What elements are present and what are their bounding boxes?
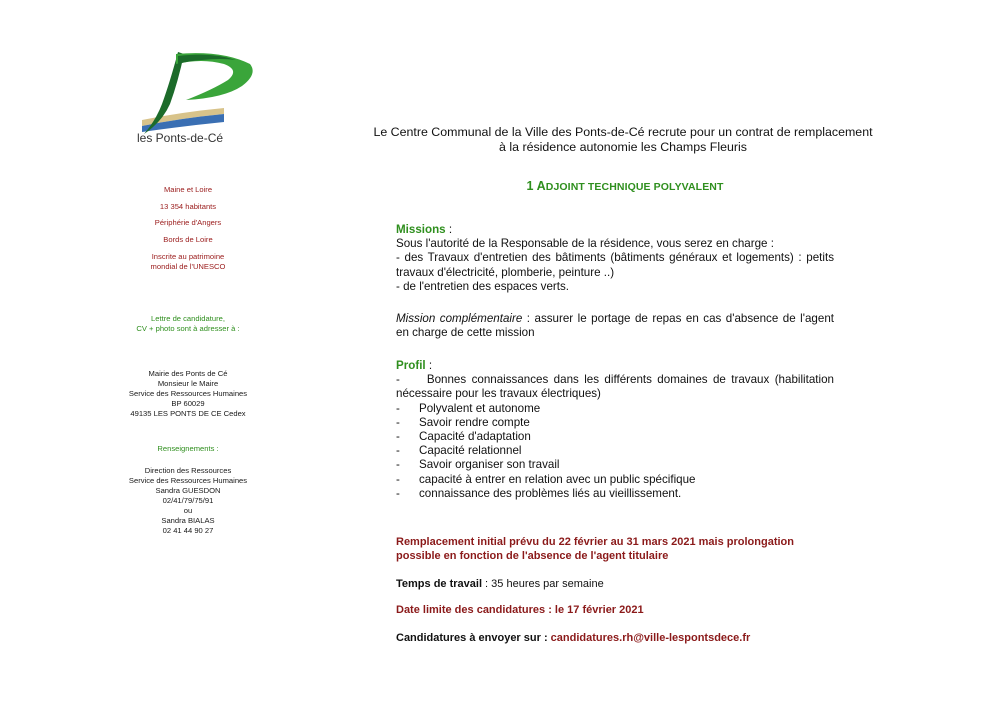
missions-intro: Sous l'autorité de la Responsable de la résidence, vous serez en charge : — [396, 237, 774, 251]
address-line: Monsieur le Maire — [157, 379, 219, 388]
profile-first-item: - Bonnes connaissances dans les différents domaines de travaux (habilitation nécessaire pour les travaux électriques) — [396, 373, 834, 401]
application-note-line: CV + photo sont à adresser à : — [136, 324, 240, 333]
profile-item-text: Savoir rendre compte — [419, 415, 530, 429]
city-logo — [112, 42, 262, 154]
info-title: Renseignements : — [157, 444, 219, 453]
profile-first-text: Bonnes connaissances dans les différents domaines de travaux (habilitation nécessaire pour les travaux électriques) — [396, 373, 834, 401]
send-label: Candidatures à envoyer sur : — [396, 632, 551, 644]
city-info-line: Bords de Loire — [163, 234, 213, 244]
profile-item-text: Capacité relationnel — [419, 444, 522, 458]
profile-item: - Capacité relationnel — [396, 444, 522, 458]
profile-item-text: capacité à entrer en relation avec un public spécifique — [419, 472, 696, 486]
contacts — [88, 466, 288, 536]
city-info-line: Périphérie d'Angers — [154, 218, 222, 227]
contact-line: 02/41/79/75/91 — [162, 496, 214, 505]
contact-line: ou — [183, 506, 193, 515]
profile-item: - connaissance des problèmes liés au vieillissement. — [396, 486, 682, 500]
application-note-line: Lettre de candidature, — [151, 314, 225, 323]
mission-item: - des Travaux d'entretien des bâtiments (bâtiments généraux et logements) : petits travaux d'électricité, plomberie, peinture ..) — [396, 251, 834, 279]
profile-item-text: Polyvalent et autonome — [419, 401, 541, 415]
profile-title: Profil — [396, 359, 426, 372]
address-line: BP 60029 — [171, 399, 205, 408]
work-time-label: Temps de travail — [396, 578, 482, 590]
mission-item: - de l'entretien des espaces verts. — [396, 279, 569, 293]
profile-section — [396, 359, 834, 501]
email-link[interactable]: candidatures.rh@ville-lespontsdece.fr — [550, 632, 751, 644]
profile-item-text: connaissance des problèmes liés au vieillissement. — [419, 486, 682, 500]
city-info — [88, 182, 288, 272]
heritage-line: Inscrite au patrimoine — [151, 252, 225, 261]
job-title-rest: DJOINT TECHNIQUE POLYVALENT — [545, 181, 724, 193]
profile-item: - Savoir organiser son travail — [396, 458, 560, 472]
application-note — [88, 314, 288, 334]
deadline: Date limite des candidatures : le 17 février 2021 — [396, 604, 644, 616]
city-info-line: 13 354 habitants — [159, 201, 217, 211]
profile-title-suffix: : — [425, 359, 433, 372]
header-line-2: à la résidence autonomie les Champs Fleuris — [499, 140, 747, 154]
heritage-line: mondial de l'UNESCO — [150, 262, 226, 271]
work-time — [396, 577, 834, 591]
address-line: Service des Ressources Humaines — [128, 389, 248, 398]
contact-line: Service des Ressources Humaines — [128, 476, 248, 485]
replacement-notice: Remplacement initial prévu du 22 février au 31 mars 2021 mais prolongation possible en fonction de l'absence de l'agent titulaire — [396, 536, 794, 562]
profile-item: - Savoir rendre compte — [396, 415, 530, 429]
address-line: 49135 LES PONTS DE CE Cedex — [130, 409, 246, 418]
mission-comp-label: Mission complémentaire — [396, 312, 523, 325]
contact-line: Direction des Ressources — [144, 466, 232, 475]
send-application — [396, 631, 834, 645]
city-info-line: Maine et Loire — [163, 185, 213, 194]
job-title-prefix: 1 A — [526, 179, 546, 193]
profile-item: - Polyvalent et autonome — [396, 401, 541, 415]
profile-item-text: Savoir organiser son travail — [419, 458, 560, 472]
profile-item: - Capacité d'adaptation — [396, 430, 531, 444]
missions-section — [396, 223, 834, 294]
missions-title-suffix: : — [445, 223, 453, 236]
profile-item-text: Capacité d'adaptation — [419, 430, 531, 444]
contact-line: Sandra GUESDON — [155, 486, 221, 495]
contact-line: Sandra BIALAS — [161, 516, 215, 525]
address-line: Mairie des Ponts de Cé — [148, 369, 228, 378]
postal-address — [88, 369, 288, 419]
mission-comp-text: : assurer le portage de repas en cas d'absence de l'agent en charge de cette mission — [396, 312, 834, 340]
missions-title: Missions — [396, 223, 446, 236]
job-title — [400, 179, 850, 193]
profile-item: - capacité à entrer en relation avec un public spécifique — [396, 472, 696, 486]
contact-line: 02 41 44 90 27 — [162, 526, 214, 535]
mission-complementaire — [396, 312, 834, 340]
page-header — [318, 125, 928, 155]
logo-text: les Ponts-de-Cé — [137, 131, 224, 145]
header-line-1: Le Centre Communal de la Ville des Ponts-de-Cé recrute pour un contrat de remplacement — [373, 125, 873, 139]
work-time-value: : 35 heures par semaine — [482, 578, 604, 590]
